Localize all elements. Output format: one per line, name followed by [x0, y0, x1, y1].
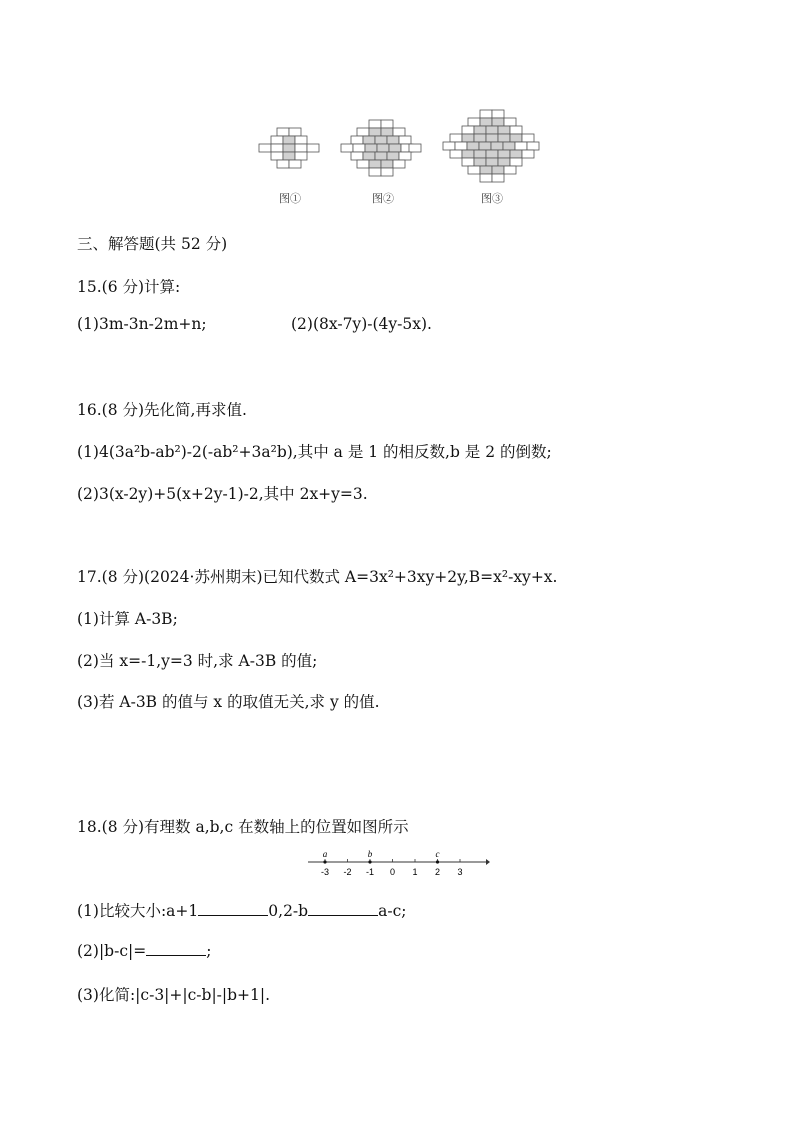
number-line-tick-label: 1 — [412, 867, 418, 877]
q16-part2: (2)3(x-2y)+5(x+2y-1)-2,其中 2x+y=3. — [77, 485, 368, 503]
q18-part2-b: ; — [206, 942, 212, 960]
number-line-point-label: a — [322, 849, 328, 859]
q15-stem: 15.(6 分)计算: — [77, 278, 181, 296]
q16-stem: 16.(8 分)先化简,再求值. — [77, 401, 247, 419]
figure-caption-1: 图① — [279, 192, 301, 205]
q18-stem: 18.(8 分)有理数 a,b,c 在数轴上的位置如图所示 — [77, 818, 409, 836]
q15-part2: (2)(8x-7y)-(4y-5x). — [291, 315, 432, 333]
number-line-point-label: c — [435, 849, 440, 859]
q16-part1: (1)4(3a²b-ab²)-2(-ab²+3a²b),其中 a 是 1 的相反数,b 是 2 的倒数; — [77, 443, 552, 461]
answer-blank-2[interactable] — [308, 901, 378, 916]
q18-part1-b: 0,2-b — [268, 902, 309, 920]
q15-part1: (1)3m-3n-2m+n; — [77, 315, 207, 333]
brick-figure-3 — [442, 108, 542, 188]
number-line-arrow — [486, 859, 490, 865]
number-line-tick-label: 0 — [389, 867, 396, 877]
q18-part3: (3)化简:|c-3|+|c-b|-|b+1|. — [77, 986, 271, 1004]
number-line-tick-label: -3 — [320, 867, 330, 877]
q18-part2-a: (2)|b-c|= — [77, 942, 147, 960]
number-line-tick-label: 2 — [434, 867, 441, 877]
section-title: 三、解答题(共 52 分) — [77, 235, 228, 253]
q18-part2 — [77, 941, 211, 960]
figure-caption-2: 图② — [372, 192, 394, 205]
number-line-point-label: b — [367, 849, 373, 859]
figure-caption-3: 图③ — [481, 192, 503, 205]
answer-blank-3[interactable] — [146, 941, 206, 956]
brick-figure-2 — [340, 108, 422, 186]
number-line-tick-label: -1 — [365, 867, 375, 877]
q18-part1-c: a-c; — [378, 902, 407, 920]
number-line-point-a — [323, 860, 326, 863]
number-line-point-c — [436, 860, 439, 863]
number-line-point-b — [368, 860, 371, 863]
q18-part1 — [77, 899, 406, 921]
answer-blank-1[interactable] — [198, 901, 268, 916]
brick-figure-1 — [258, 108, 320, 186]
number-line-tick-label: 3 — [457, 867, 463, 877]
number-line — [306, 848, 490, 878]
q17-part3: (3)若 A-3B 的值与 x 的取值无关,求 y 的值. — [77, 693, 380, 711]
q17-part1: (1)计算 A-3B; — [77, 610, 178, 628]
q18-part1-a: (1)比较大小:a+1 — [77, 902, 199, 920]
number-line-tick-label: -2 — [343, 867, 352, 877]
q17-stem: 17.(8 分)(2024·苏州期末)已知代数式 A=3x²+3xy+2y,B=x²-xy+x. — [77, 568, 558, 586]
q17-part2: (2)当 x=-1,y=3 时,求 A-3B 的值; — [77, 652, 318, 670]
